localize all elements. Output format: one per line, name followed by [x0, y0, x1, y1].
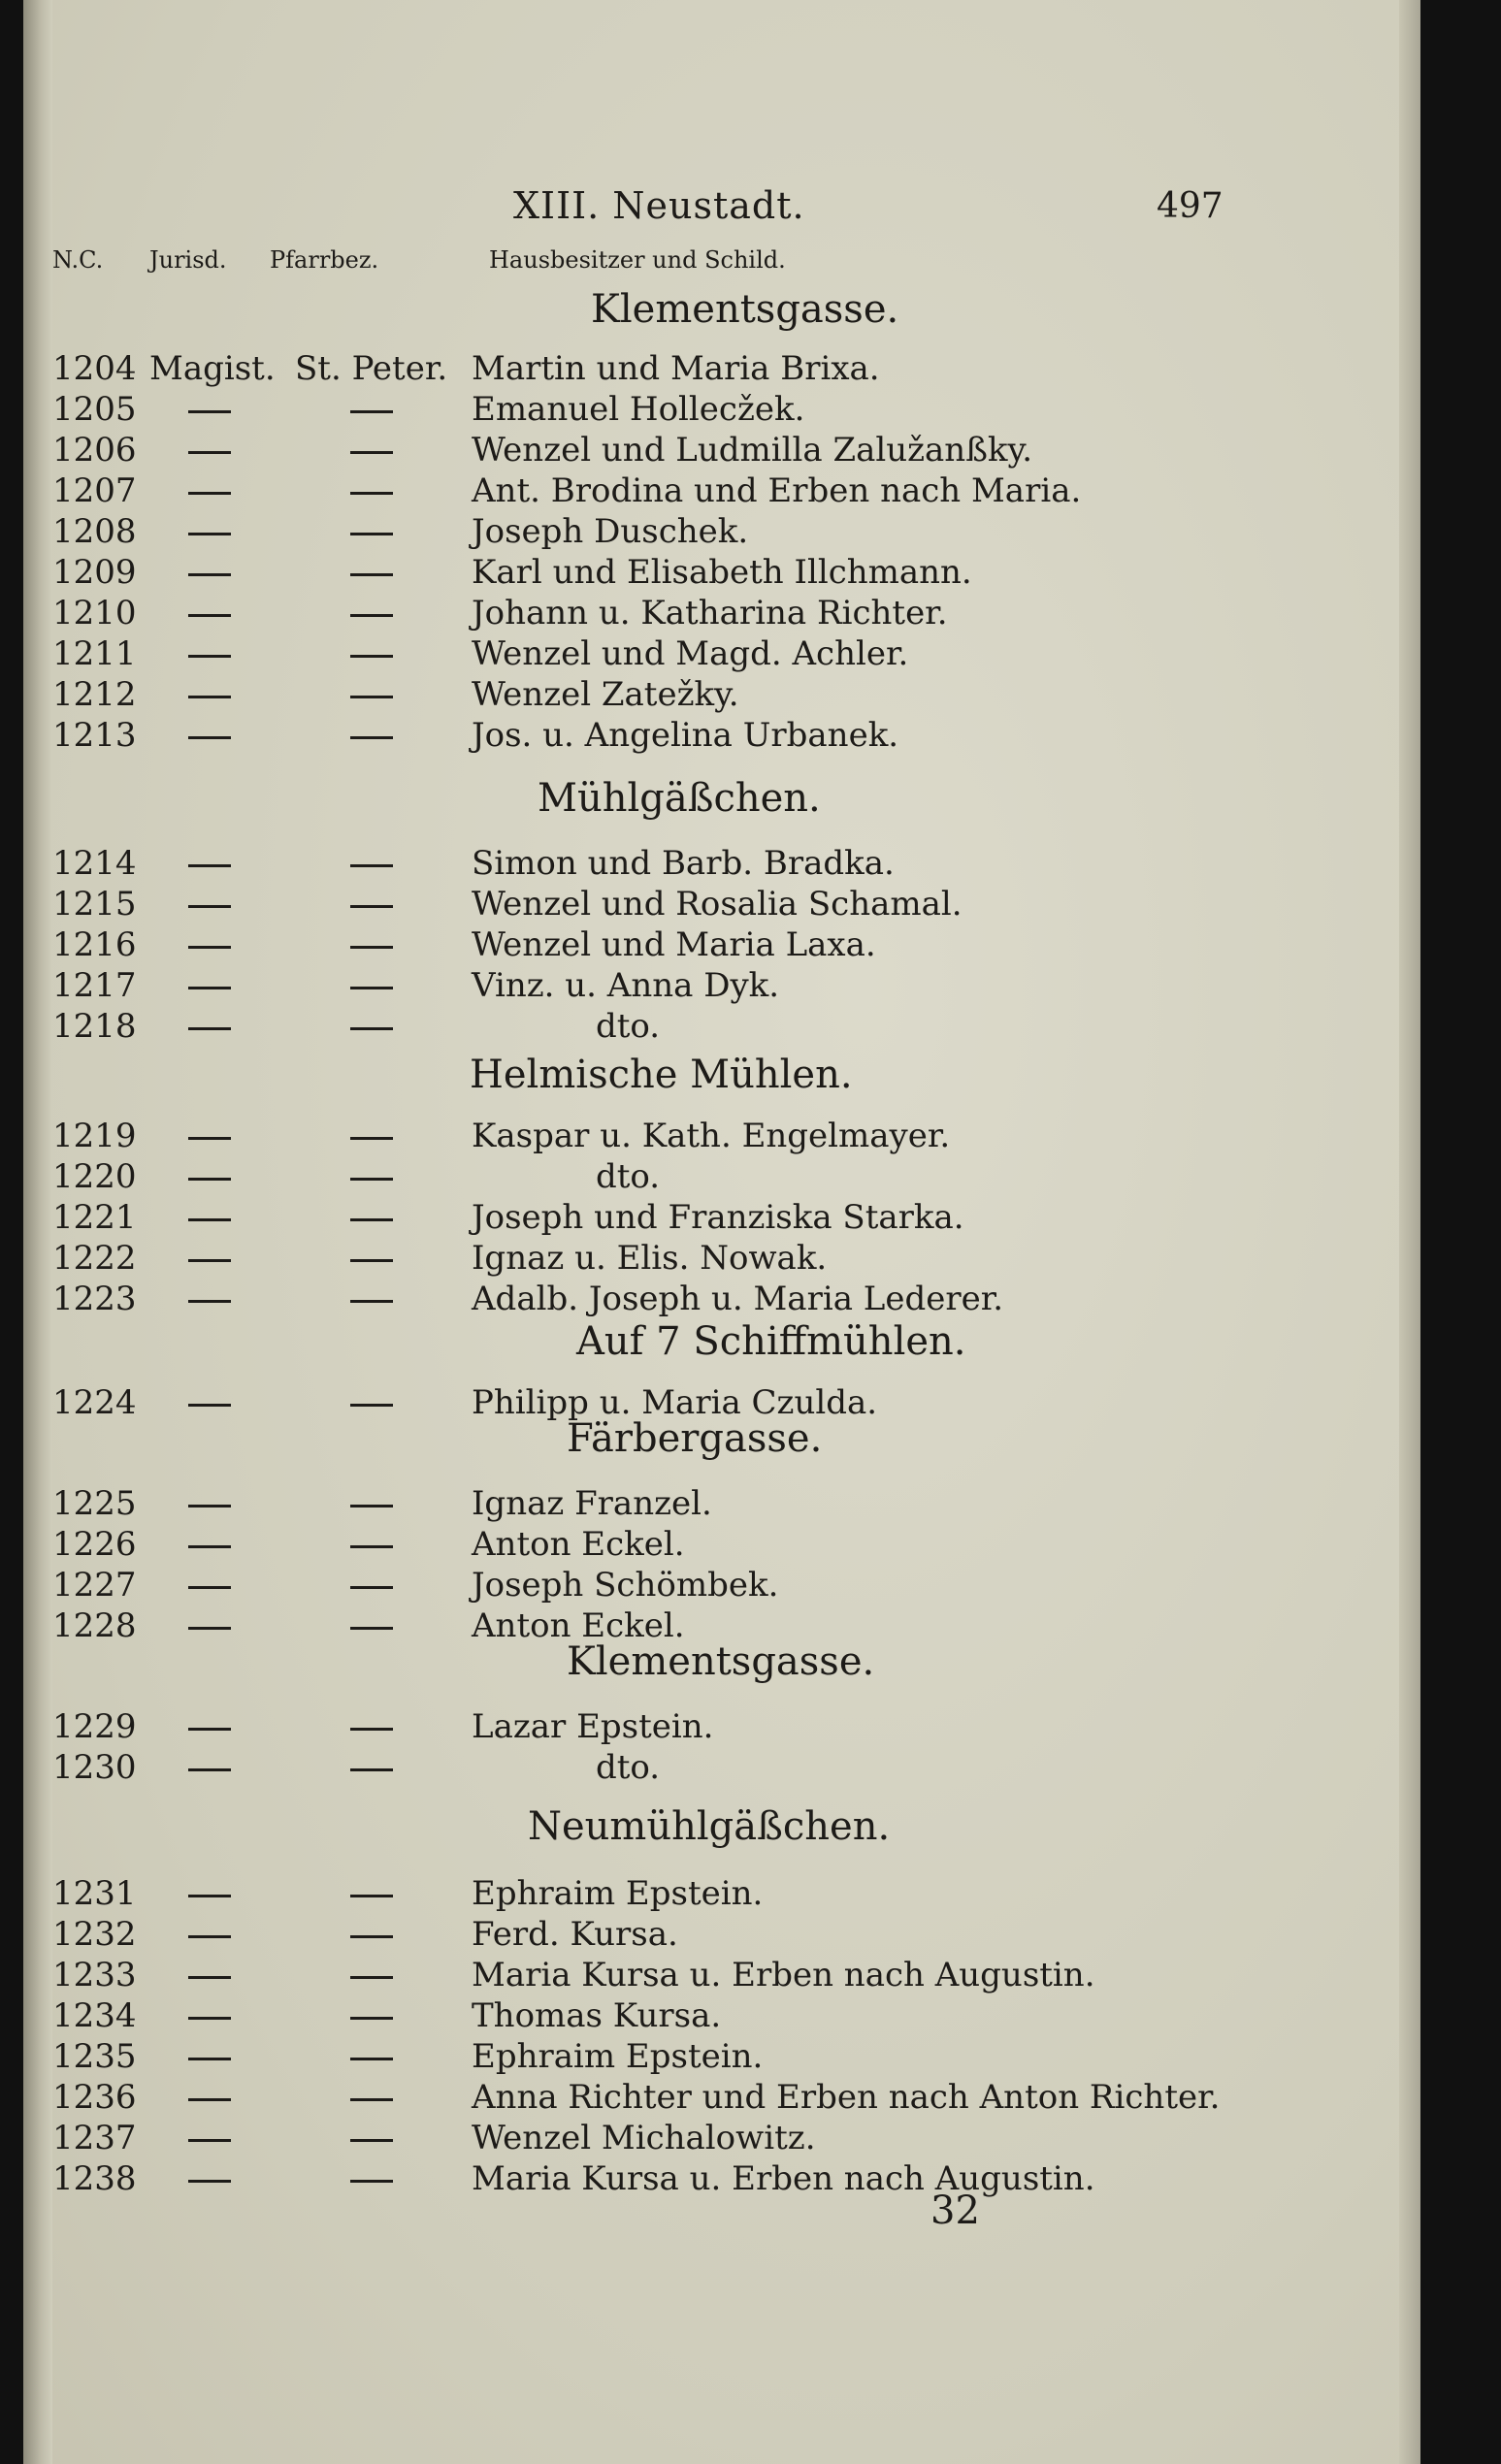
- parish-cell: [300, 1956, 436, 1994]
- owner-name: Lazar Epstein.: [472, 1707, 714, 1746]
- ditto-dash: [350, 655, 393, 658]
- jurisdiction-cell: [149, 390, 295, 429]
- jurisdiction-cell: [149, 594, 295, 632]
- ditto-dash: [188, 2180, 231, 2183]
- parish-cell: [300, 431, 436, 470]
- owner-name: Anna Richter und Erben nach Anton Richter.: [472, 2078, 1221, 2117]
- owner-name: Wenzel Michalowitz.: [472, 2119, 816, 2157]
- ditto-dash: [350, 2098, 393, 2101]
- owner-name: Joseph und Franziska Starka.: [472, 1198, 964, 1237]
- jurisdiction-cell: [149, 1525, 295, 1564]
- owner-name: Maria Kursa u. Erben nach Augustin.: [472, 2159, 1095, 2198]
- ditto-dash: [188, 655, 231, 658]
- page-number: 497: [1157, 186, 1224, 226]
- street-heading: Auf 7 Schiffmühlen.: [576, 1319, 966, 1364]
- column-headers: [23, 246, 1420, 281]
- parish-cell: [300, 716, 436, 755]
- jurisdiction-cell: [149, 2119, 295, 2157]
- ditto-dash: [188, 2098, 231, 2101]
- house-number: 1232: [52, 1915, 137, 1954]
- ditto-dash: [350, 1627, 393, 1630]
- list-item: [23, 675, 1420, 714]
- owner-name: Ephraim Epstein.: [472, 1874, 764, 1913]
- parish-cell: [300, 925, 436, 964]
- ditto-dash: [350, 1545, 393, 1548]
- jurisdiction-cell: [149, 512, 295, 551]
- street-heading: Helmische Mühlen.: [470, 1053, 853, 1097]
- owner-name: Karl und Elisabeth Illchmann.: [472, 553, 972, 592]
- street-heading: Klementsgasse.: [567, 1639, 875, 1684]
- jurisdiction-cell: [149, 1484, 295, 1523]
- parish-cell: [300, 634, 436, 673]
- parish-cell: [300, 2037, 436, 2076]
- list-item: [23, 2037, 1420, 2076]
- ditto-dash: [350, 573, 393, 576]
- ditto-dash: [350, 987, 393, 989]
- book-page: [23, 0, 1420, 2464]
- owner-name: Simon und Barb. Bradka.: [472, 844, 895, 883]
- ditto-dash: [350, 1728, 393, 1731]
- jurisdiction-cell: [149, 844, 295, 883]
- house-number: 1225: [52, 1484, 137, 1523]
- ditto-dash: [350, 905, 393, 908]
- house-number: 1221: [52, 1198, 137, 1237]
- list-item: [23, 1566, 1420, 1605]
- list-item: [23, 1874, 1420, 1913]
- jurisdiction-cell: [149, 1383, 295, 1422]
- ditto-dash: [188, 1178, 231, 1181]
- parish-cell: [300, 390, 436, 429]
- owner-name: Jos. u. Angelina Urbanek.: [472, 716, 899, 755]
- list-item: [23, 512, 1420, 551]
- ditto-dash: [350, 1976, 393, 1979]
- house-number: 1204: [52, 349, 137, 388]
- ditto-dash: [188, 696, 231, 698]
- house-number: 1214: [52, 844, 137, 883]
- jurisdiction-cell: [149, 1198, 295, 1237]
- house-number: 1222: [52, 1239, 137, 1278]
- ditto-dash: [188, 492, 231, 495]
- list-item: [23, 2119, 1420, 2157]
- ditto-dash: [188, 1259, 231, 1262]
- house-number: 1231: [52, 1874, 137, 1913]
- list-item: [23, 2159, 1420, 2198]
- ditto-dash: [188, 2058, 231, 2060]
- list-item: [23, 390, 1420, 429]
- list-item: [23, 594, 1420, 632]
- ditto-dash: [350, 1895, 393, 1897]
- house-number: 1236: [52, 2078, 137, 2117]
- ditto-dash: [350, 1586, 393, 1589]
- list-item: [23, 1157, 1420, 1196]
- house-number: 1234: [52, 1996, 137, 2035]
- list-item: [23, 1956, 1420, 1994]
- jurisdiction-cell: [149, 431, 295, 470]
- jurisdiction-cell: [149, 634, 295, 673]
- ditto-dash: [188, 1505, 231, 1508]
- list-item: [23, 1117, 1420, 1155]
- list-item: [23, 1707, 1420, 1746]
- house-number: 1226: [52, 1525, 137, 1564]
- jurisdiction-cell: [149, 2078, 295, 2117]
- house-number: 1205: [52, 390, 137, 429]
- owner-name: Anton Eckel.: [472, 1525, 685, 1564]
- ditto-dash: [350, 1505, 393, 1508]
- house-number: 1238: [52, 2159, 137, 2198]
- jurisdiction-cell: [149, 1707, 295, 1746]
- owner-name: Ignaz Franzel.: [472, 1484, 712, 1523]
- owner-name: Ephraim Epstein.: [472, 2037, 764, 2076]
- ditto-dash: [188, 1728, 231, 1731]
- house-number: 1212: [52, 675, 137, 714]
- ditto-dash: [188, 451, 231, 454]
- ditto-dash: [188, 1404, 231, 1407]
- ditto-dash: [188, 1218, 231, 1221]
- parish-cell: [300, 1707, 436, 1746]
- ditto-dash: [350, 696, 393, 698]
- house-number: 1211: [52, 634, 137, 673]
- ditto-dash: [350, 736, 393, 739]
- jurisdiction-cell: [149, 553, 295, 592]
- owner-name: Johann u. Katharina Richter.: [472, 594, 948, 632]
- owner-name: dto.: [596, 1157, 661, 1196]
- jurisdiction-cell: [149, 885, 295, 924]
- column-header-jurisd: Jurisd.: [149, 246, 227, 274]
- jurisdiction-cell: [149, 675, 295, 714]
- owner-name: Wenzel und Rosalia Schamal.: [472, 885, 963, 924]
- column-header-nr: N.C.: [52, 246, 104, 274]
- jurisdiction-cell: [149, 471, 295, 510]
- jurisdiction-cell: [149, 1157, 295, 1196]
- list-item: [23, 1525, 1420, 1564]
- parish-cell: [300, 1157, 436, 1196]
- parish-cell: [300, 512, 436, 551]
- list-item: [23, 1996, 1420, 2035]
- running-head: [23, 184, 1420, 235]
- house-number: 1227: [52, 1566, 137, 1605]
- owner-name: Wenzel und Ludmilla Zalužanßky.: [472, 431, 1033, 470]
- ditto-dash: [350, 864, 393, 867]
- ditto-dash: [350, 1768, 393, 1771]
- ditto-dash: [350, 492, 393, 495]
- owner-name: Adalb. Joseph u. Maria Lederer.: [472, 1280, 1004, 1318]
- parish-cell: [300, 1874, 436, 1913]
- house-number: 1228: [52, 1606, 137, 1645]
- parish-cell: [300, 1915, 436, 1954]
- ditto-dash: [350, 2180, 393, 2183]
- street-heading: Neumühlgäßchen.: [528, 1804, 891, 1849]
- parish-cell: [300, 1383, 436, 1422]
- list-item: [23, 431, 1420, 470]
- house-number: 1229: [52, 1707, 137, 1746]
- parish-cell: [300, 1198, 436, 1237]
- ditto-dash: [188, 1300, 231, 1303]
- ditto-dash: [188, 905, 231, 908]
- ditto-dash: [188, 1935, 231, 1938]
- owner-name: dto.: [596, 1748, 661, 1787]
- street-heading: Mühlgäßchen.: [538, 776, 821, 821]
- column-header-haus: Hausbesitzer und Schild.: [489, 246, 786, 274]
- jurisdiction-cell: [149, 966, 295, 1005]
- jurisdiction-cell: [149, 1117, 295, 1155]
- owner-name: Philipp u. Maria Czulda.: [472, 1383, 878, 1422]
- owner-name: Ferd. Kursa.: [472, 1915, 678, 1954]
- jurisdiction-cell: [149, 716, 295, 755]
- owner-name: Joseph Duschek.: [472, 512, 749, 551]
- ditto-dash: [350, 1259, 393, 1262]
- parish-cell: [300, 553, 436, 592]
- list-item: [23, 553, 1420, 592]
- ditto-dash: [350, 1137, 393, 1140]
- ditto-dash: [350, 614, 393, 617]
- house-number: 1207: [52, 471, 137, 510]
- parish-cell: [300, 966, 436, 1005]
- ditto-dash: [188, 736, 231, 739]
- house-number: 1230: [52, 1748, 137, 1787]
- house-number: 1217: [52, 966, 137, 1005]
- owner-name: Martin und Maria Brixa.: [472, 349, 880, 388]
- ditto-dash: [188, 1627, 231, 1630]
- ditto-dash: [350, 1178, 393, 1181]
- parish-cell: [300, 594, 436, 632]
- house-number: 1223: [52, 1280, 137, 1318]
- house-number: 1219: [52, 1117, 137, 1155]
- owner-name: Wenzel und Maria Laxa.: [472, 925, 876, 964]
- ditto-dash: [188, 864, 231, 867]
- owner-name: Vinz. u. Anna Dyk.: [472, 966, 780, 1005]
- parish-cell: [300, 885, 436, 924]
- parish-cell: [300, 1280, 436, 1318]
- jurisdiction-cell: [149, 1007, 295, 1046]
- list-item: [23, 1748, 1420, 1787]
- parish-cell: [300, 1606, 436, 1645]
- parish-cell: [300, 1996, 436, 2035]
- ditto-dash: [350, 2058, 393, 2060]
- ditto-dash: [188, 2017, 231, 2020]
- owner-name: Joseph Schömbek.: [472, 1566, 779, 1605]
- house-number: 1216: [52, 925, 137, 964]
- house-number: 1237: [52, 2119, 137, 2157]
- house-number: 1208: [52, 512, 137, 551]
- ditto-dash: [188, 1027, 231, 1030]
- ditto-dash: [350, 1218, 393, 1221]
- jurisdiction-cell: [149, 1874, 295, 1913]
- owner-name: Kaspar u. Kath. Engelmayer.: [472, 1117, 951, 1155]
- parish-cell: [300, 844, 436, 883]
- owner-name: Ant. Brodina und Erben nach Maria.: [472, 471, 1082, 510]
- ditto-dash: [188, 1768, 231, 1771]
- ditto-dash: [188, 1586, 231, 1589]
- ditto-dash: [188, 1545, 231, 1548]
- ditto-dash: [350, 1027, 393, 1030]
- jurisdiction-cell: [149, 2159, 295, 2198]
- parish-cell: [300, 2159, 436, 2198]
- parish-cell: [300, 1117, 436, 1155]
- jurisdiction-cell: Magist.: [149, 349, 276, 388]
- list-item: [23, 349, 1420, 388]
- parish-cell: [300, 1484, 436, 1523]
- owner-name: Anton Eckel.: [472, 1606, 685, 1645]
- list-item: [23, 885, 1420, 924]
- list-item: [23, 471, 1420, 510]
- ditto-dash: [188, 987, 231, 989]
- jurisdiction-cell: [149, 1996, 295, 2035]
- owner-name: Emanuel Hollecžek.: [472, 390, 805, 429]
- list-item: [23, 634, 1420, 673]
- list-item: [23, 1198, 1420, 1237]
- list-item: [23, 1280, 1420, 1318]
- house-number: 1224: [52, 1383, 137, 1422]
- parish-cell: St. Peter.: [295, 349, 448, 388]
- house-number: 1213: [52, 716, 137, 755]
- list-item: [23, 1007, 1420, 1046]
- list-item: [23, 1484, 1420, 1523]
- parish-cell: [300, 1525, 436, 1564]
- ditto-dash: [188, 946, 231, 949]
- owner-name: Maria Kursa u. Erben nach Augustin.: [472, 1956, 1095, 1994]
- ditto-dash: [350, 1404, 393, 1407]
- house-number: 1215: [52, 885, 137, 924]
- jurisdiction-cell: [149, 1606, 295, 1645]
- ditto-dash: [188, 573, 231, 576]
- street-heading: Färbergasse.: [567, 1416, 823, 1461]
- ditto-dash: [188, 1137, 231, 1140]
- house-number: 1209: [52, 553, 137, 592]
- running-head-title: XIII. Neustadt.: [513, 184, 805, 227]
- parish-cell: [300, 2119, 436, 2157]
- list-item: [23, 966, 1420, 1005]
- list-item: [23, 2078, 1420, 2117]
- owner-name: Wenzel Zatežky.: [472, 675, 739, 714]
- house-number: 1220: [52, 1157, 137, 1196]
- street-heading: Klementsgasse.: [591, 287, 899, 332]
- ditto-dash: [350, 410, 393, 413]
- parish-cell: [300, 1007, 436, 1046]
- parish-cell: [300, 1239, 436, 1278]
- house-number: 1206: [52, 431, 137, 470]
- house-number: 1233: [52, 1956, 137, 1994]
- list-item: [23, 844, 1420, 883]
- parish-cell: [300, 675, 436, 714]
- jurisdiction-cell: [149, 925, 295, 964]
- house-number: 1210: [52, 594, 137, 632]
- list-item: [23, 1239, 1420, 1278]
- ditto-dash: [350, 2139, 393, 2142]
- owner-name: Ignaz u. Elis. Nowak.: [472, 1239, 828, 1278]
- owner-name: Thomas Kursa.: [472, 1996, 722, 2035]
- jurisdiction-cell: [149, 1915, 295, 1954]
- house-number: 1218: [52, 1007, 137, 1046]
- ditto-dash: [350, 1935, 393, 1938]
- house-number: 1235: [52, 2037, 137, 2076]
- ditto-dash: [350, 1300, 393, 1303]
- parish-cell: [300, 471, 436, 510]
- ditto-dash: [350, 2017, 393, 2020]
- ditto-dash: [188, 410, 231, 413]
- signature-mark: 32: [930, 2188, 980, 2233]
- ditto-dash: [350, 533, 393, 535]
- jurisdiction-cell: [149, 1280, 295, 1318]
- jurisdiction-cell: [149, 1748, 295, 1787]
- owner-name: Wenzel und Magd. Achler.: [472, 634, 909, 673]
- jurisdiction-cell: [149, 1566, 295, 1605]
- parish-cell: [300, 2078, 436, 2117]
- list-item: [23, 716, 1420, 755]
- ditto-dash: [350, 451, 393, 454]
- jurisdiction-cell: [149, 1956, 295, 1994]
- column-header-pfarr: Pfarrbez.: [270, 246, 379, 274]
- ditto-dash: [188, 533, 231, 535]
- ditto-dash: [188, 1895, 231, 1897]
- jurisdiction-cell: [149, 1239, 295, 1278]
- parish-cell: [300, 1748, 436, 1787]
- list-item: [23, 925, 1420, 964]
- parish-cell: [300, 1566, 436, 1605]
- ditto-dash: [188, 2139, 231, 2142]
- jurisdiction-cell: [149, 2037, 295, 2076]
- ditto-dash: [188, 1976, 231, 1979]
- ditto-dash: [350, 946, 393, 949]
- list-item: [23, 1915, 1420, 1954]
- ditto-dash: [188, 614, 231, 617]
- owner-name: dto.: [596, 1007, 661, 1046]
